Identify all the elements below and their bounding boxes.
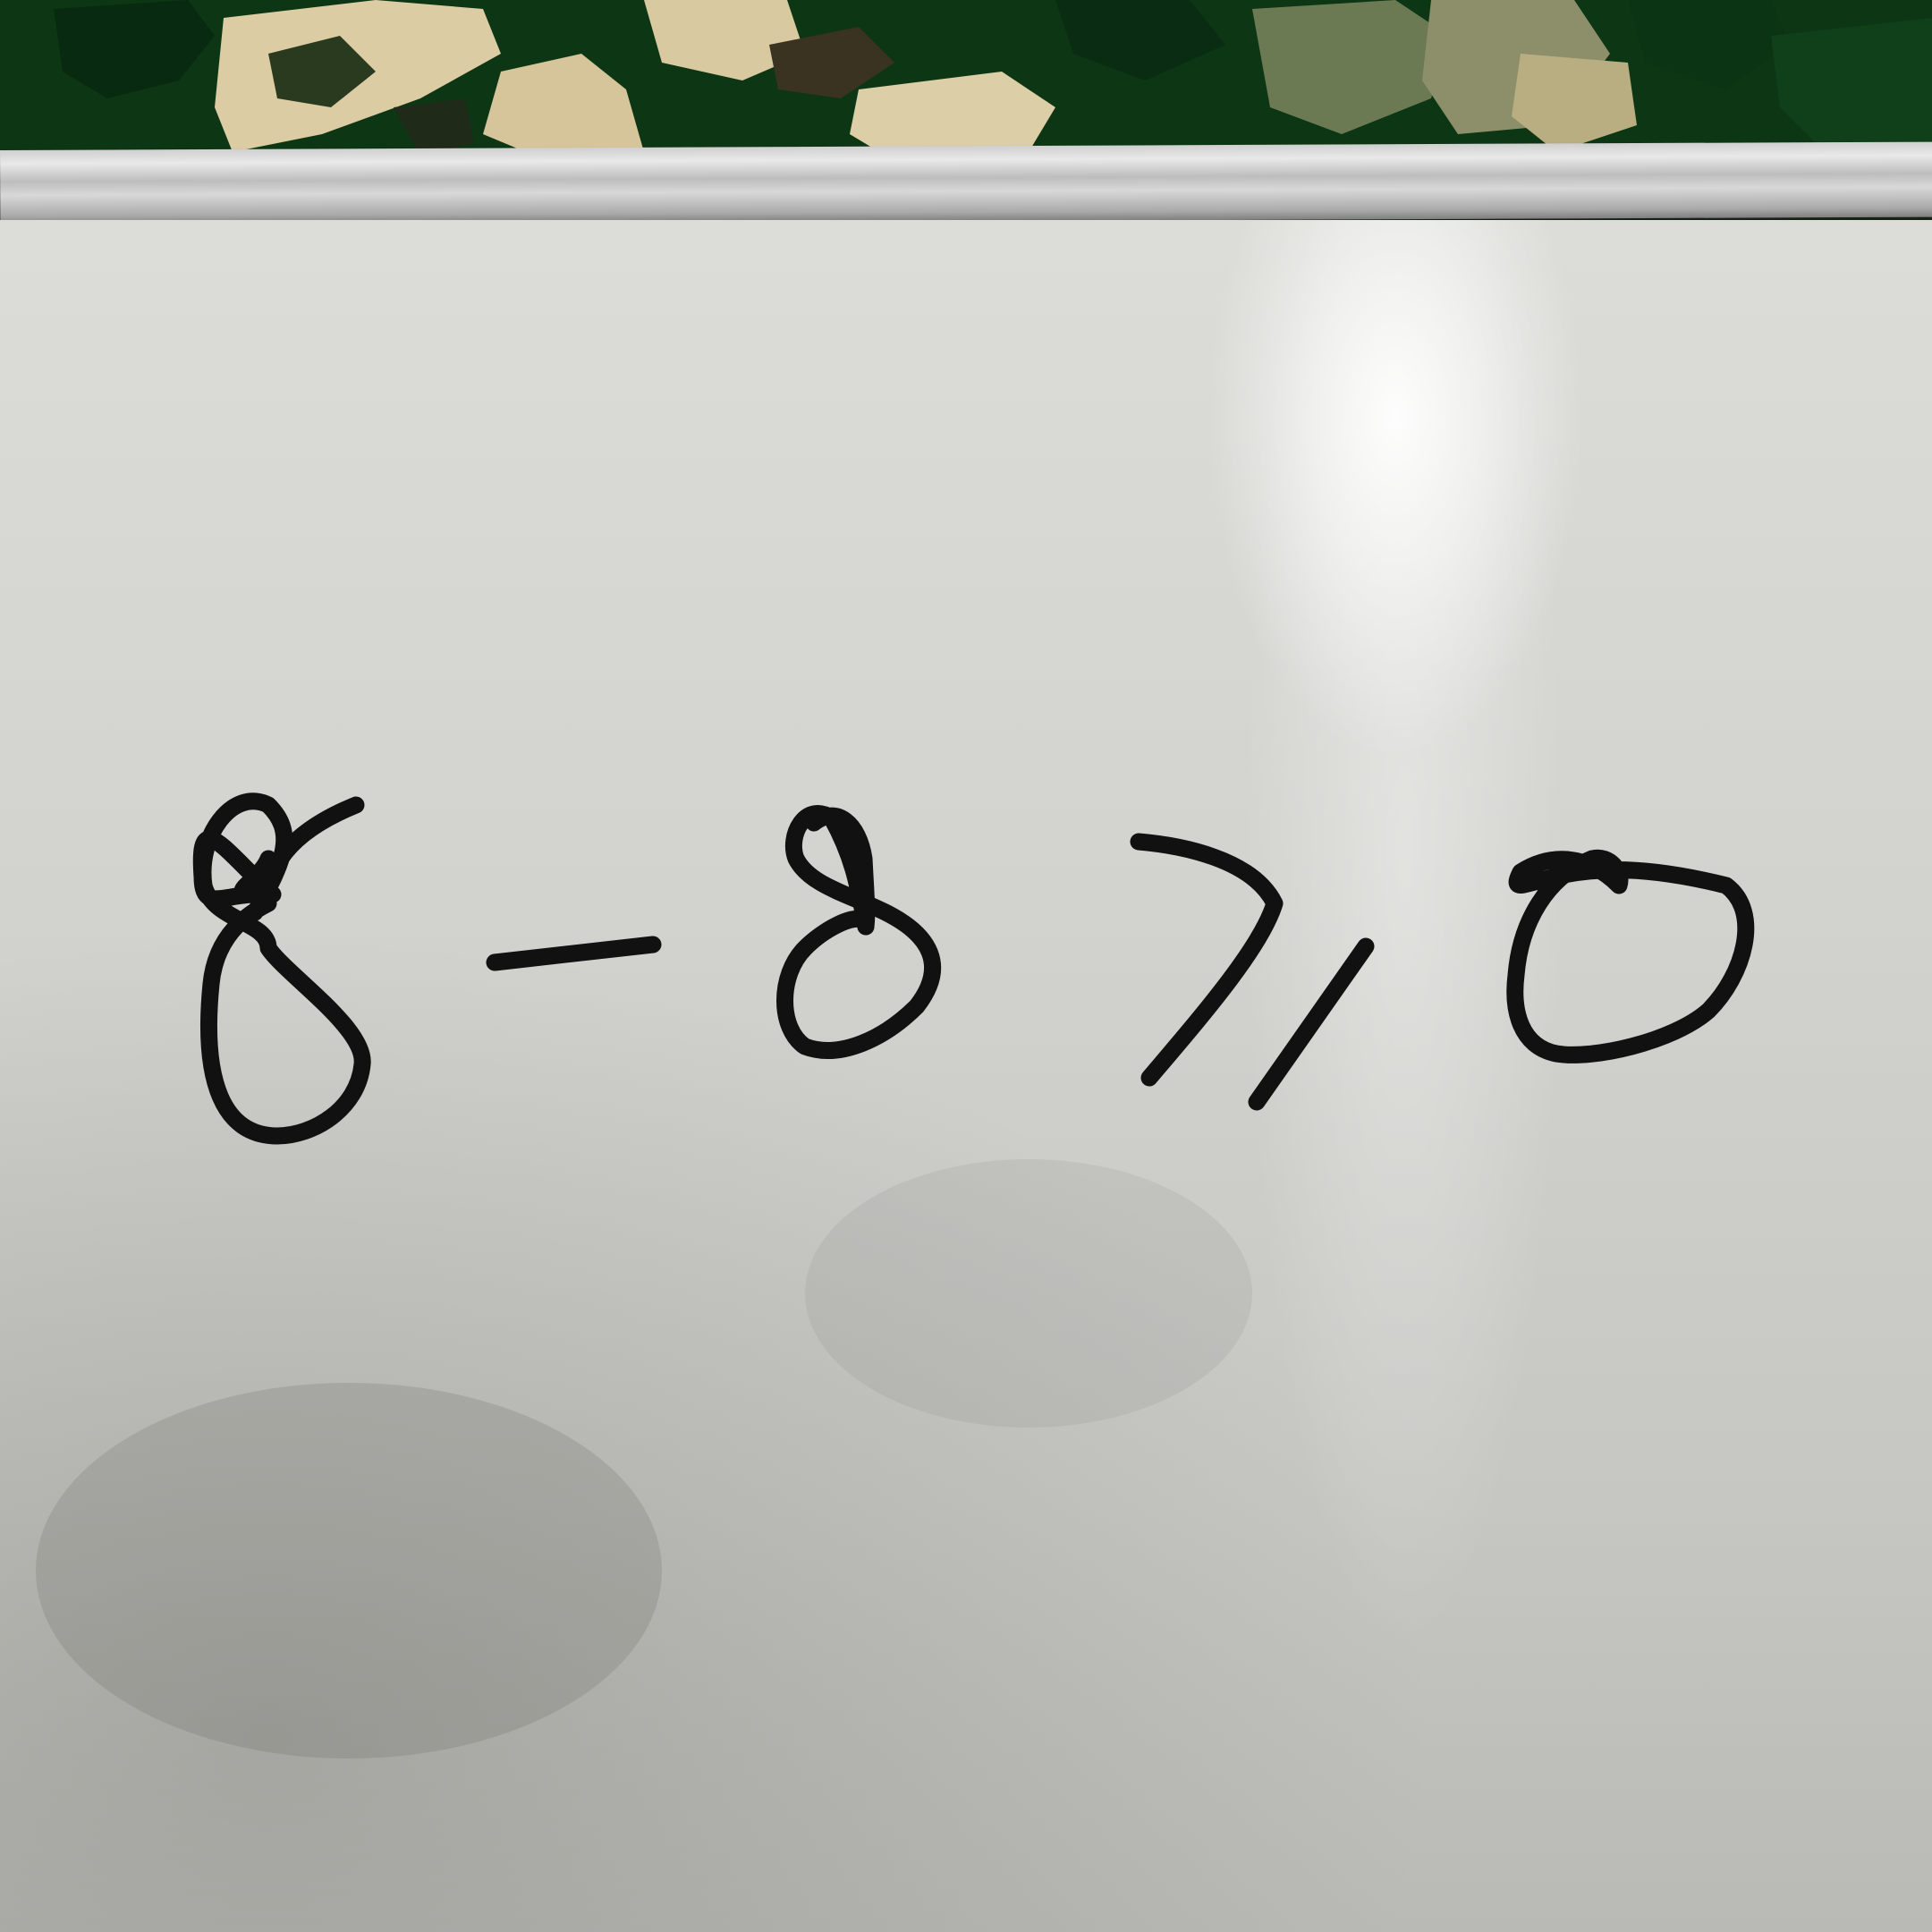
- greater-equal-sign-bar: [1257, 946, 1366, 1102]
- minus-sign: [495, 945, 653, 962]
- digit-zero: [1515, 858, 1746, 1055]
- greater-equal-sign: [1139, 842, 1275, 1078]
